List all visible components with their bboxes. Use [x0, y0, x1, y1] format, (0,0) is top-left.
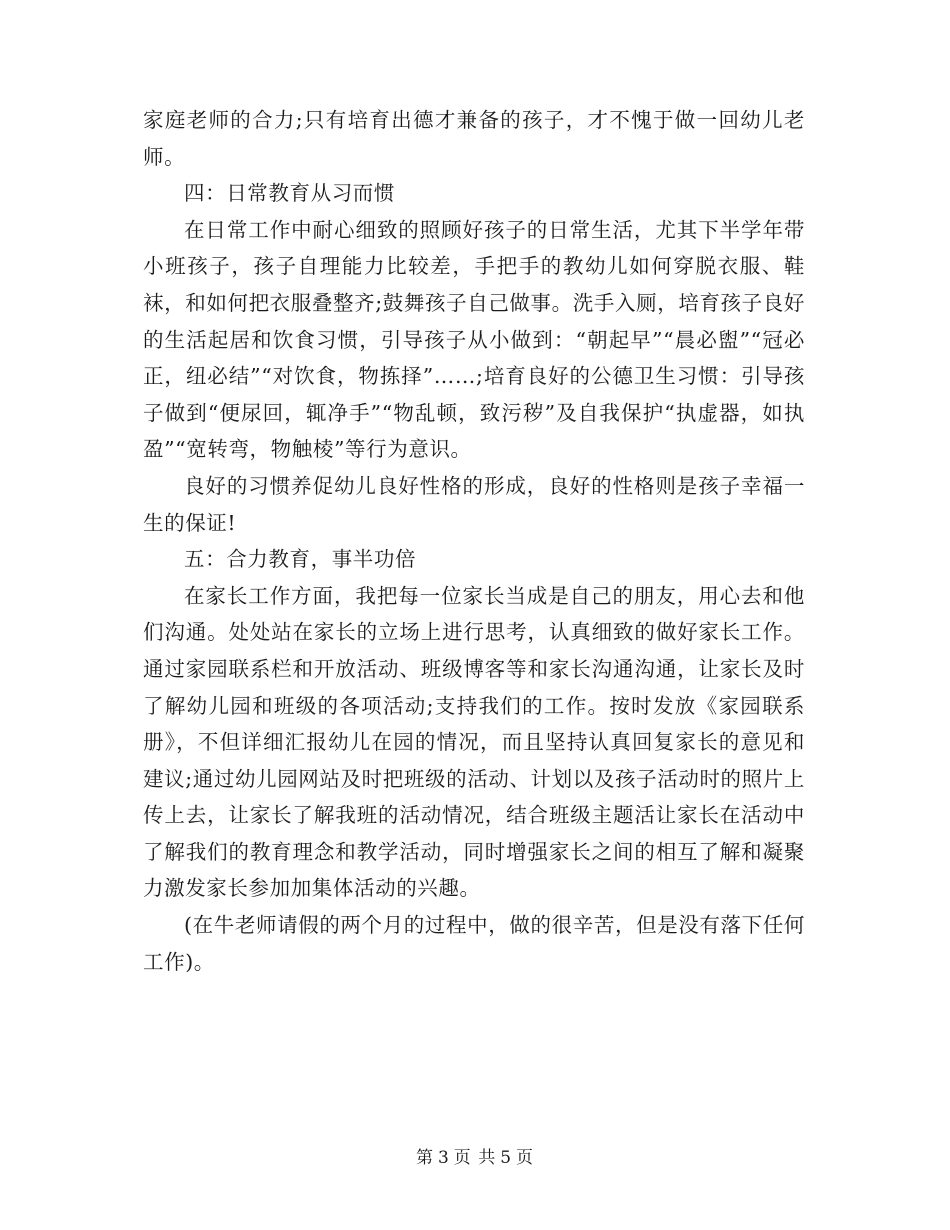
paragraph: 在家长工作方面，我把每一位家长当成是自己的朋友，用心去和他们沟通。处处站在家长的立场上进行思考，认真细致的做好家长工作。通过家园联系栏和开放活动、班级博客等和家长沟通沟通，让家长及时了解幼儿园和班级的各项活动;支持我们的工作。按时发放《家园联系册》，不但详细汇报幼儿在园的情况，而且坚持认真回复家长的意见和建议;通过幼儿园网站及时把班级的活动、计划以及孩子活动时的照片上传上去，让家长了解我班的活动情况，结合班级主题活让家长在活动中了解我们的教育理念和教学活动，同时增强家长之间的相互了解和凝聚力激发家长参加加集体活动的兴趣。 [143, 583, 805, 901]
paragraph: 良好的习惯养促幼儿良好性格的形成，良好的性格则是孩子幸福一生的保证! [143, 473, 805, 535]
document-body [143, 102, 805, 980]
paragraph: 家庭老师的合力;只有培育出德才兼备的孩子，才不愧于做一回幼儿老师。 [143, 108, 805, 169]
total-page-count: 5 [500, 1148, 513, 1168]
paragraph: 在日常工作中耐心细致的照顾好孩子的日常生活，尤其下半学年带小班孩子，孩子自理能力比较差，手把手的教幼儿如何穿脱衣服、鞋袜，和如何把衣服叠整齐;鼓舞孩子自己做事。洗手入厕，培育孩子良好的生活起居和饮食习惯，引导孩子从小做到：“朝起早”“晨必盥”“冠必正，纽必结”“对饮食，物拣择”……;培育良好的公德卫生习惯：引导孩子做到“便尿回，辄净手”“物乱顿，致污秽”及自我保护“执虚器，如执盈”“宽转弯，物触棱”等行为意识。 [143, 217, 805, 462]
page-footer [0, 1146, 950, 1170]
footer-prefix: 第 [415, 1148, 434, 1168]
current-page-number: 3 [437, 1148, 450, 1168]
paragraph: (在牛老师请假的两个月的过程中，做的很辛苦，但是没有落下任何工作)。 [143, 913, 805, 974]
section-heading: 四：日常教育从习而惯 [184, 181, 395, 206]
section-heading: 五：合力教育，事半功倍 [184, 547, 417, 572]
footer-middle: 页 共 [453, 1148, 497, 1168]
footer-suffix: 页 [516, 1148, 535, 1168]
